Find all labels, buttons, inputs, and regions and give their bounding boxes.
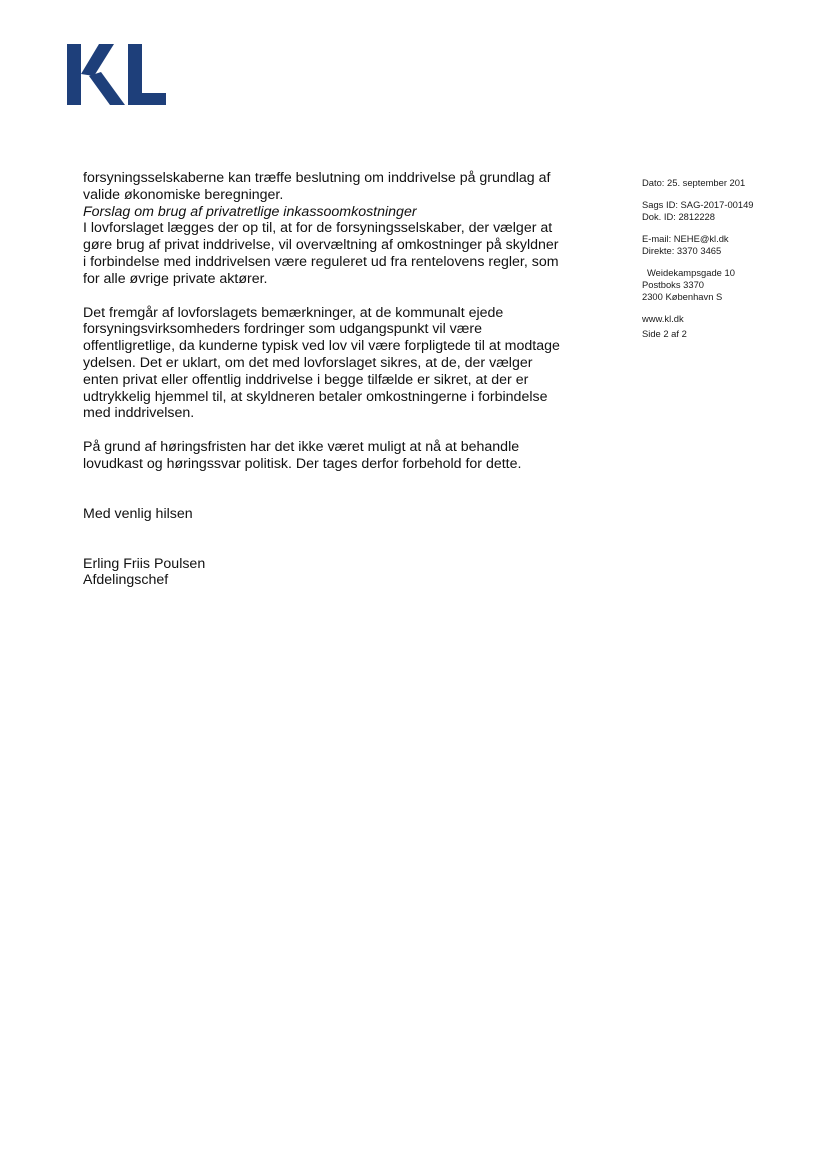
kl-logo-letters	[67, 44, 166, 105]
closing-greeting: Med venlig hilsen	[83, 505, 193, 522]
direct-phone-text: Direkte: 3370 3465	[642, 245, 722, 256]
reference-block	[642, 199, 812, 223]
email-text: E-mail: NEHE@kl.dk	[642, 233, 729, 244]
kl-logo	[67, 44, 167, 106]
signer-name: Erling Friis Poulsen	[83, 555, 206, 572]
letter-body	[83, 170, 563, 589]
address-block	[642, 267, 812, 303]
date-text: Dato: 25. september 201	[642, 177, 746, 188]
contact-block	[642, 233, 812, 257]
letter-paragraph-2: I lovforslaget lægges der op til, at for de forsyningsselskaber, der vælger at gøre brug af privat inddrivelse, vil overvæltning af omkostninger på skyldner i forbindelse med inddrivelsen være reguleret ud fra rentelovens regler, som for alle øvrige private aktører.	[83, 220, 559, 287]
letter-paragraph-3: Det fremgår af lovforslagets bemærkninger, at de kommunalt ejede forsyningsvirksomheders fordringer som udgangspunkt vil være offentligretlige, da kunderne typisk ved lov vil være forpligtede til at modtage ydelsen. Det er uklart, om det med lovforslaget sikres, at de, der vælger enten privat eller offentlig inddrivelse i begge tilfælde er sikret, at der er udtrykkelig hjemmel til, at skyldneren betaler omkostningerne i forbindelse med inddrivelsen.	[83, 304, 560, 422]
letter-paragraph-4: På grund af høringsfristen har det ikke været muligt at nå at behandle lovudkast og høringssvar politisk. Der tages derfor forbehold for dette.	[83, 439, 522, 472]
website-link[interactable]: www.kl.dk	[642, 313, 684, 324]
sidebar-info	[642, 177, 812, 350]
section-heading: Forslag om brug af privatretlige inkassoomkostninger	[83, 203, 417, 220]
case-id-text: Sags ID: SAG-2017-00149	[642, 199, 754, 210]
signer-title: Afdelingschef	[83, 572, 169, 589]
address-street: Weidekampsgade 10	[647, 267, 735, 278]
doc-id-text: Dok. ID: 2812228	[642, 211, 715, 222]
page-number: Side 2 af 2	[642, 328, 687, 339]
address-city: 2300 København S	[642, 291, 723, 302]
web-block	[642, 313, 812, 340]
letter-paragraph-1: forsyningsselskaberne kan træffe beslutning om inddrivelse på grundlag af valide økonomiske beregninger.	[83, 170, 551, 203]
date-block	[642, 177, 812, 189]
address-pobox: Postboks 3370	[642, 279, 705, 290]
signature-block	[83, 556, 563, 590]
